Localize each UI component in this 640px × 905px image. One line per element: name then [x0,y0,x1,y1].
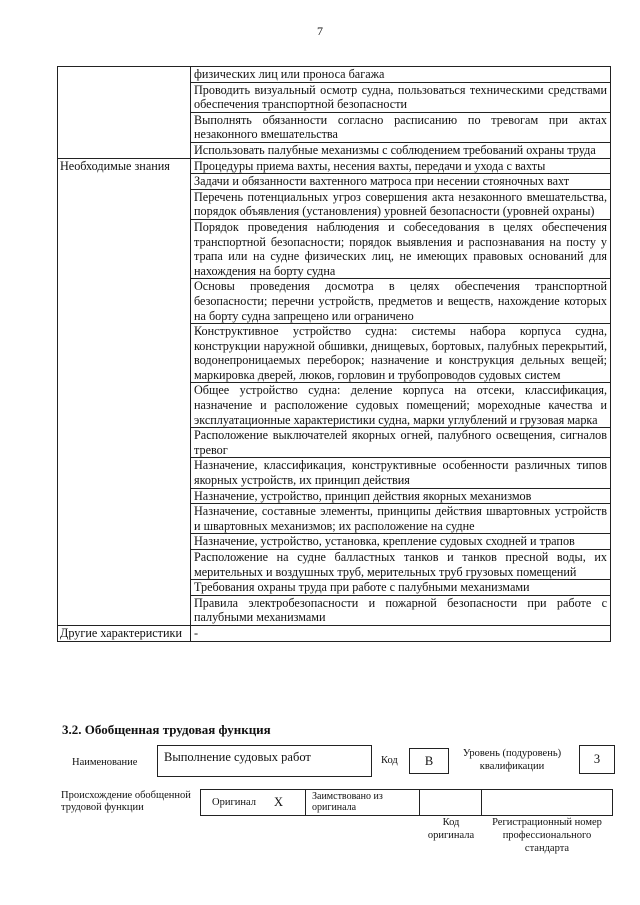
borrowed-label: Заимствовано из оригинала [312,791,383,813]
knowledge-row [58,383,611,428]
row-label-cell [58,580,191,596]
row-value-cell: Проводить визуальный осмотр судна, пользоваться техническими средствами обеспечения транспортной безопасности [191,82,611,112]
knowledge-label: Необходимые знания [58,158,191,174]
row-label-cell [58,324,191,383]
skill-row [58,67,611,83]
row-value-cell: Общее устройство судна: деление корпуса на отсеки, классификация, назначение и расположение судовых помещений; мореходные качества и эксплуатационные характеристики судна, марки углублений и грузовая марка [191,383,611,428]
row-value-cell: Назначение, устройство, установка, крепление судовых сходней и трапов [191,534,611,550]
section-heading: 3.2. Обобщенная трудовая функция [62,722,271,737]
row-value-cell: Расположение на судне балластных танков и танков пресной воды, их мерительных и воздушных труб, мерительных труб грузовых помещений [191,550,611,580]
page-number: 7 [317,24,323,38]
knowledge-row [58,534,611,550]
code-field [409,748,449,774]
original-code-cell [419,789,482,816]
row-value-cell: физических лиц или проноса багажа [191,67,611,83]
row-value-cell: Назначение, составные элементы, принципы действия швартовных устройств и швартовных механизмов; их расположение на судне [191,504,611,534]
knowledge-row [58,189,611,219]
knowledge-row [58,488,611,504]
row-value-cell: Основы проведения досмотра в целях обеспечения транспортной безопасности; перечни устройств, предметов и веществ, нахождение которых на борту судна запрещено или ограничено [191,279,611,324]
knowledge-row [58,279,611,324]
knowledge-row [58,219,611,278]
row-value-cell: Назначение, классификация, конструктивные особенности различных типов якорных устройств, их принцип действия [191,458,611,488]
original-cell [200,789,306,816]
skill-row [58,112,611,142]
skill-row [58,82,611,112]
row-label-cell [58,279,191,324]
row-label-cell [58,428,191,458]
row-label-cell [58,82,191,112]
name-label: Наименование [72,757,138,768]
knowledge-row [58,324,611,383]
row-value-cell: Процедуры приема вахты, несения вахты, передачи и ухода с вахты [191,158,611,174]
row-label-cell [58,595,191,625]
row-label-cell [58,458,191,488]
row-value-cell: Назначение, устройство, принцип действия якорных механизмов [191,488,611,504]
row-value-cell: Расположение выключателей якорных огней, палубного освещения, сигналов тревог [191,428,611,458]
level-field [579,745,615,774]
row-label-cell [58,219,191,278]
level-value: 3 [593,752,601,766]
row-label-cell [58,488,191,504]
original-mark: X [274,795,284,809]
original-code-caption: Код оригинала [427,817,475,841]
name-field [157,745,372,777]
skill-row [58,142,611,158]
row-label-cell [58,142,191,158]
row-label-cell [58,174,191,190]
knowledge-row [58,580,611,596]
row-value-cell: Правила электробезопасности и пожарной безопасности при работе с палубными механизмами [191,595,611,625]
level-label: Уровень (подуровень) квалификации [462,748,562,772]
knowledge-row [58,458,611,488]
row-label-cell [58,550,191,580]
name-value: Выполнение судовых работ [164,750,311,764]
other-characteristics-row [58,625,611,641]
reg-number-cell [481,789,613,816]
knowledge-row [58,174,611,190]
row-label-cell [58,504,191,534]
knowledge-row [58,428,611,458]
borrowed-cell [305,789,420,816]
row-label-cell [58,67,191,83]
knowledge-row [58,158,611,174]
row-value-cell: Требования охраны труда при работе с палубными механизмами [191,580,611,596]
row-value-cell: Использовать палубные механизмы с соблюдением требований охраны труда [191,142,611,158]
row-label-cell [58,112,191,142]
knowledge-row [58,504,611,534]
row-value-cell: - [191,625,611,641]
code-value: В [424,754,434,768]
row-label-cell [58,189,191,219]
row-label-cell [58,383,191,428]
row-value-cell: Задачи и обязанности вахтенного матроса при несении стояночных вахт [191,174,611,190]
knowledge-row [58,595,611,625]
other-characteristics-label: Другие характеристики [58,625,191,641]
row-value-cell: Перечень потенциальных угроз совершения акта незаконного вмешательства, порядок объявления (установления) уровней безопасности (уровней охраны) [191,189,611,219]
origin-label: Происхождение обобщенной трудовой функции [61,790,191,813]
row-value-cell: Порядок проведения наблюдения и собеседования в целях обеспечения транспортной безопасности; порядок выявления и распознавания на посту у трапа или на судне физических лиц, не имеющих правовых оснований для нахождения на борту судна [191,219,611,278]
row-label-cell [58,534,191,550]
row-value-cell: Выполнять обязанности согласно расписанию по тревогам при актах незаконного вмешательства [191,112,611,142]
original-label: Оригинал [212,797,256,808]
knowledge-row [58,550,611,580]
competency-table [57,66,611,642]
code-label: Код [381,755,398,766]
row-value-cell: Конструктивное устройство судна: системы набора корпуса судна, конструкции наружной обшивки, днищевых, бортовых, палубных перекрытий, водонепроницаемых переборок; назначение и конструкция дельных вещей; маркировка дверей, люков, горловин и трубопроводов судовых систем [191,324,611,383]
reg-number-caption: Регистрационный номер профессионального стандарта [492,817,602,854]
